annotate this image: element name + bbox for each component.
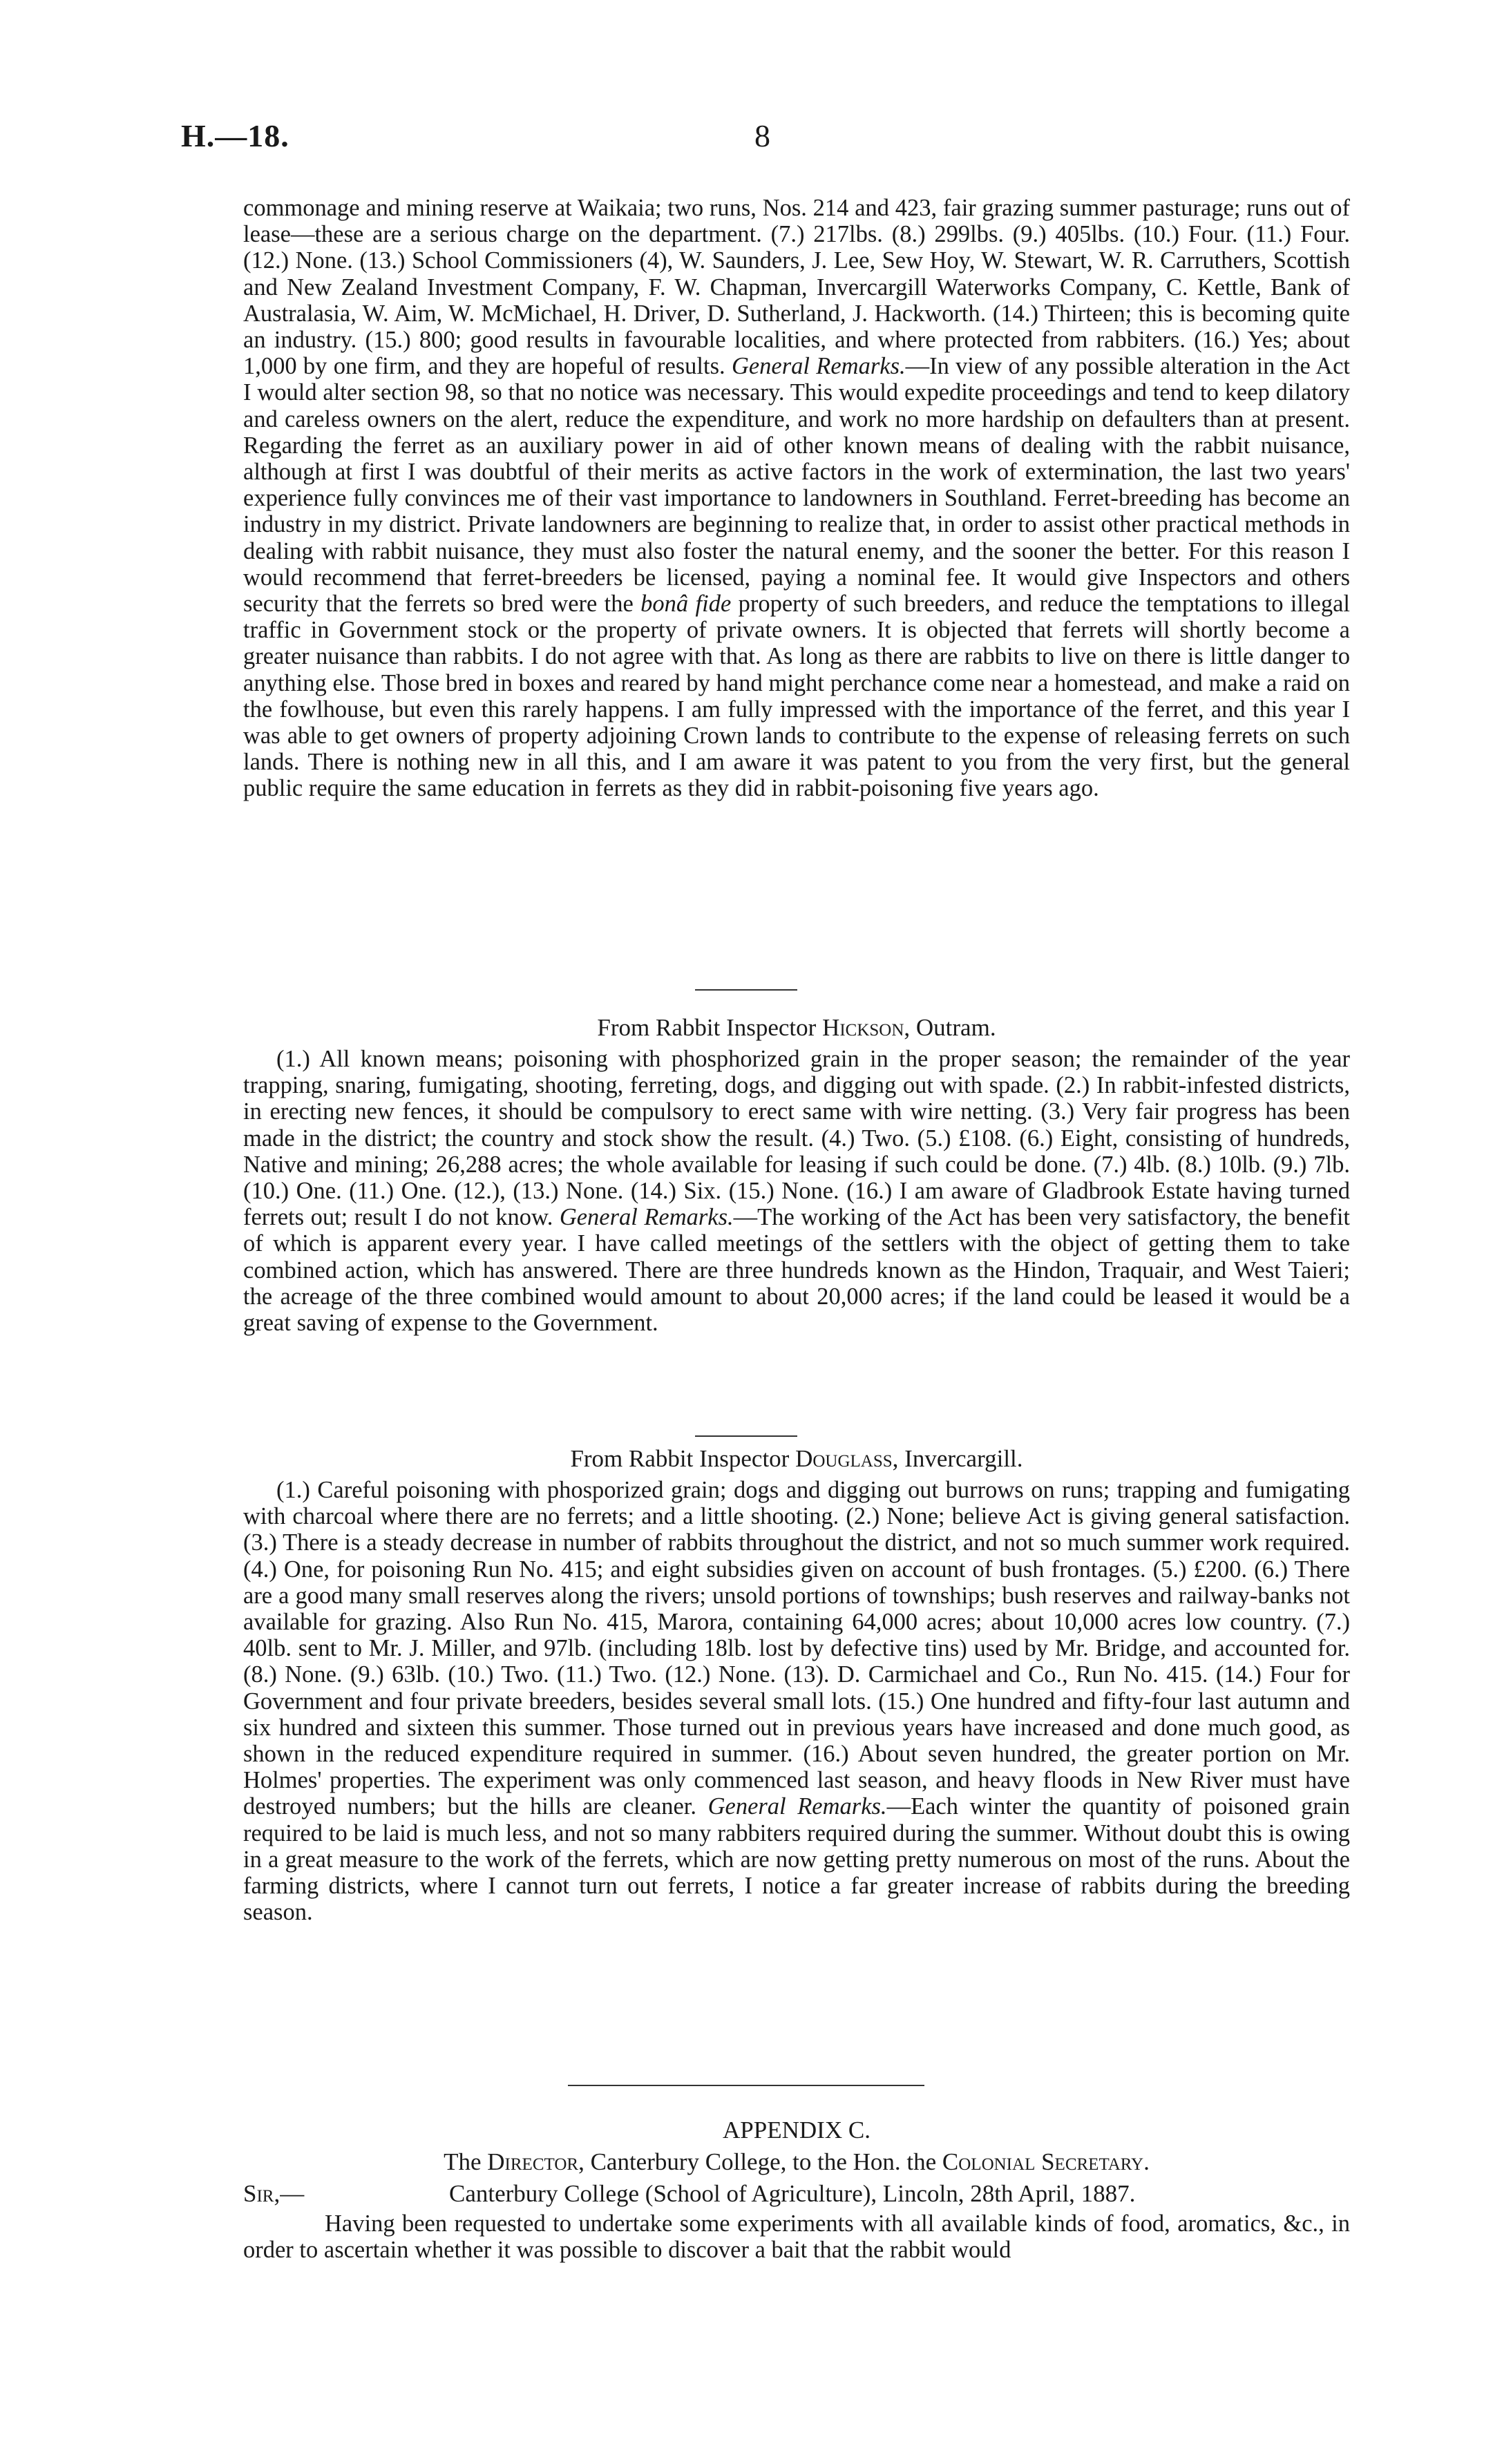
hickson-text-start: (1.) All known means; poisoning with phosphorized grain in the proper season; the remainder of the year trapping, snaring, fumigating, shooting, ferreting, dogs, and digging out with spade. (2.) In rabbit-infested districts, in erecting new fences, it should be compulsory to erect same with wire netting. (3.) Very fair progress has been made in the district; the country and stock show the result. (4.) Two. (5.) £108. (6.) Eight, consisting of hundreds, Native and mining; 26,288 acres; the whole available for leasing if such could be done. (7.) 4lb. (8.) 10lb. (9.) 7lb. (10.) One. (11.) One. (12.), (13.) None. (14.) Six. (15.) None. (16.) I am aware of Gladbrook Estate having turned ferrets out; result I do not know. <box>243 1046 1350 1231</box>
letter-salutation: Sir,— <box>243 2180 305 2207</box>
bona-fide-phrase: bonâ fide <box>640 591 732 618</box>
waikaia-text-start: commonage and mining reserve at Waikaia; two runs, Nos. 214 and 423, fair grazing summer pasturage; runs out of lease—these are a serious charge on the department. (7.) 217lbs. (8.) 299lbs. (9.) 405lbs. (10.) Four. (11.) Four. (12.) None. (13.) School Commissioners (4), W. Saunders, J. Lee, Sew Hoy, W. Stewart, W. R. Carruthers, Scottish and New Zealand Investment Company, F. W. Chapman, Invercargill Waterworks Company, C. Kettle, Bank of Australasia, W. Aim, W. McMichael, H. Driver, D. Sutherland, J. Hackworth. (14.) Thirteen; this is becoming quite an industry. (15.) 800; good results in favourable localities, and where protected from rabbiters. (16.) Yes; about 1,000 by one firm, and they are hopeful of results. <box>243 195 1350 380</box>
hickson-heading-prefix: From Rabbit Inspector <box>597 1014 817 1041</box>
douglass-general-remarks-label: General Remarks. <box>707 1793 887 1820</box>
douglass-report-paragraph <box>243 1477 1350 1925</box>
waikaia-text-end: property of such breeders, and reduce the temptations to illegal traffic in Government stock or the property of private owners. It is objected that ferrets will shortly become a greater nuisance than rabbits. I do not agree with that. As long as there are rabbits to live on there is little danger to anything else. Those bred in boxes and reared by hand might perchance come near a homestead, and make a raid on the fowlhouse, but even this rarely happens. I am fully impressed with the importance of the ferret, and this year I was able to get owners of property adjoining Crown lands to contribute to the expense of releasing ferrets on such lands. There is nothing new in all this, and I am aware it was patent to you from the very first, but the general public require the same education in ferrets as they did in rabbit-poisoning five years ago. <box>243 591 1351 802</box>
appendix-subtitle-mid: , Canterbury College, to the Hon. the <box>578 2148 937 2175</box>
hickson-heading <box>243 1014 1350 1042</box>
appendix-title: APPENDIX C. <box>723 2117 871 2143</box>
appendix-letter-body <box>243 2210 1350 2263</box>
hickson-heading-name: Hickson <box>822 1014 904 1041</box>
douglass-heading-prefix: From Rabbit Inspector <box>570 1445 790 1472</box>
hickson-heading-place: , Outram. <box>904 1014 996 1041</box>
section-divider <box>695 1435 797 1437</box>
waikaia-general-remarks-label: General Remarks. <box>731 353 906 380</box>
section-divider <box>695 989 797 991</box>
appendix-recipient: Colonial Secretary <box>942 2148 1144 2175</box>
hickson-general-remarks-label: General Remarks. <box>559 1204 734 1231</box>
appendix-sender: Director <box>487 2148 579 2175</box>
appendix-subtitle-end: . <box>1143 2148 1150 2175</box>
hickson-report-paragraph <box>243 1046 1350 1336</box>
appendix-subtitle-pre: The <box>444 2148 482 2175</box>
letter-dateline: Canterbury College (School of Agriculture), Lincoln, 28th April, 1887. <box>449 2180 1136 2207</box>
douglass-heading-place: , Invercargill. <box>892 1445 1023 1472</box>
waikaia-remarks-text: —In view of any possible alteration in the Act I would alter section 98, so that no notice was necessary. This would expedite proceedings and tend to keep dilatory and careless owners on the alert, reduce the expenditure, and work no more hardship on defaulters than at present. Regarding the ferret as an auxiliary power in aid of other known means of dealing with the rabbit nuisance, although at first I was doubtful of their merits as active factors in the work of extermination, the last two years' experience fully convinces me of their vast importance to landowners in Southland. Ferret-breeding has become an industry in my district. Private landowners are beginning to realize that, in order to assist other practical methods in dealing with rabbit nuisance, they must also foster the natural enemy, and the sooner the better. For this reason I would recommend that ferret-breeders be licensed, paying a nominal fee. It would give Inspectors and others security that the ferrets so bred were the <box>243 353 1350 618</box>
hickson-remarks-text: —The working of the Act has been very satisfactory, the benefit of which is apparent every year. I have called meetings of the settlers with the object of getting them to take combined action, which has answered. There are three hundreds known as the Hindon, Traquair, and West Taieri; the acreage of the three combined would amount to about 20,000 acres; if the land could be leased it would be a great saving of expense to the Government. <box>243 1204 1350 1337</box>
letter-body-text: Having been requested to undertake some experiments with all available kinds of food, aromatics, &c., in order to ascertain whether it was possible to discover a bait that the rabbit would <box>243 2210 1350 2264</box>
appendix-divider <box>568 2085 924 2086</box>
douglass-text-start: (1.) Careful poisoning with phosporized grain; dogs and digging out burrows on runs; trapping and fumigating with charcoal where there are no ferrets; and a little shooting. (2.) None; believe Act is giving general satisfaction. (3.) There is a steady decrease in number of rabbits throughout the district, and not so much summer work required. (4.) One, for poisoning Run No. 415; and eight subsidies given on account of bush frontages. (5.) £200. (6.) There are a good many small reserves along the rivers; unsold portions of townships; bush reserves and railway-banks not available for grazing. Also Run No. 415, Marora, containing 64,000 acres; about 10,000 acres low country. (7.) 40lb. sent to Mr. J. Miller, and 97lb. (including 18lb. lost by defective tins) used by Mr. Bridge, and accounted for. (8.) None. (9.) 63lb. (10.) Two. (11.) Two. (12.) None. (13). D. Carmichael and Co., Run No. 415. (14.) Four for Government and four private breeders, besides several small lots. (15.) One hundred and fifty-four last autumn and six hundred and sixteen this summer. Those turned out in previous years have increased and done much good, as shown in the reduced expenditure required in summer. (16.) About seven hundred, the greater portion on Mr. Holmes' properties. The experiment was only commenced last season, and heavy floods in New River must have destroyed numbers; but the hills are cleaner. <box>243 1477 1350 1820</box>
douglass-heading <box>243 1445 1350 1473</box>
page-reference: H.—18. <box>181 118 289 153</box>
douglass-heading-name: Douglass <box>795 1445 893 1472</box>
waikaia-report-paragraph <box>243 195 1350 802</box>
page-number: 8 <box>754 118 770 153</box>
douglass-remarks-text: —Each winter the quantity of poisoned grain required to be laid is much less, and not so many rabbiters required during the summer. Without doubt this is owing in a great measure to the work of the ferrets, which are now getting pretty numerous on most of the runs. About the farming districts, where I cannot turn out ferrets, I notice a far greater increase of rabbits during the breeding season. <box>243 1793 1350 1926</box>
appendix-subtitle <box>243 2148 1350 2176</box>
